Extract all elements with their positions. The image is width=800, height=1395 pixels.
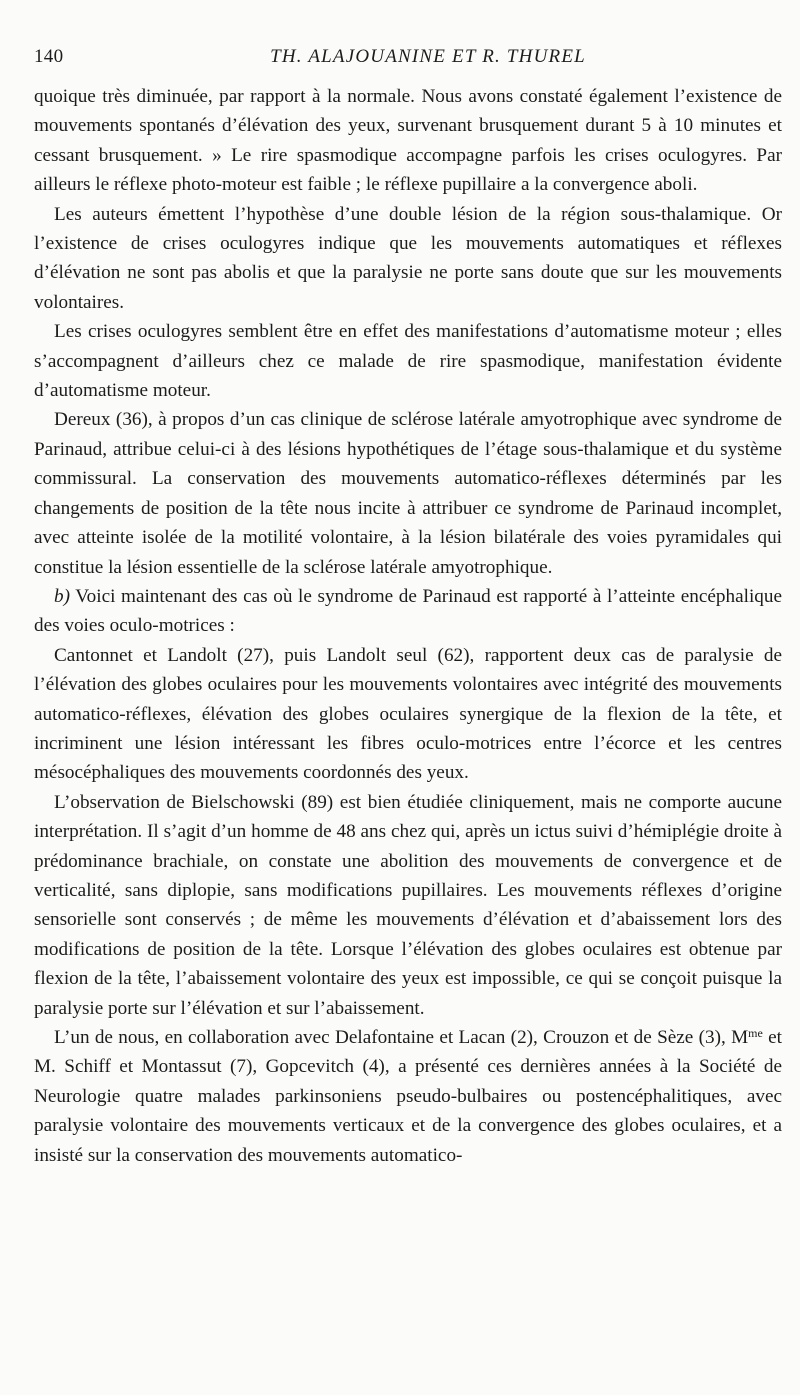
page-number: 140 (34, 46, 64, 67)
paragraph: Les auteurs émettent l’hypothèse d’une double lésion de la région sous-thalamique. Or l’existence de crises oculogyres indique que les mouvements automatiques et réflexes d’élévation ne sont pas abolis et que la paralysie ne porte sans doute que sur les mouvements volontaires. (34, 203, 782, 313)
section-b-paragraph (34, 582, 782, 641)
paragraph: quoique très diminuée, par rapport à la normale. Nous avons constaté également l’existence de mouvements spontanés d’élévation des yeux, survenant brusquement durant 5 à 10 minutes et cessant brusquement. » Le rire spasmodique accompagne parfois les crises oculogyres. Par ailleurs le réflexe photo-moteur est faible ; le réflexe pupillaire a la convergence aboli. (34, 86, 782, 196)
paragraph: Les crises oculogyres semblent être en effet des manifestations d’automatisme moteur ; elles s’accompagnent d’ailleurs chez ce malade de rire spasmodique, manifestation évidente d’automatisme moteur. (34, 321, 782, 402)
paragraph: Cantonnet et Landolt (27), puis Landolt seul (62), rapportent deux cas de paralysie de l’élévation des globes oculaires pour les mouvements volontaires avec intégrité des mouvements automatico-réflexes, élévation des globes oculaires synergique de la flexion de la tête, et incriminent une lésion intéressant les fibres oculo-motrices entre l’écorce et les centres mésocéphaliques des mouvements coordonnés des yeux. (34, 644, 782, 784)
last-paragraph (34, 1023, 782, 1170)
section-b-label: b) (54, 585, 70, 607)
body-text (34, 82, 782, 1170)
superscript-me: me (748, 1026, 763, 1040)
last-paragraph-start: L’un de nous, en collaboration avec Delafontaine et Lacan (2), Crouzon et de Sèze (3), M (54, 1027, 749, 1048)
paragraph: Dereux (36), à propos d’un cas clinique de sclérose latérale amyotrophique avec syndrome de Parinaud, attribue celui-ci à des lésions hypothétiques de l’étage sous-thalamique et du système commissural. La conservation des mouvements automatico-réflexes déterminés par les changements de position de la tête nous incite à attribuer ce syndrome de Parinaud incomplet, avec atteinte isolée de la motilité volontaire, à la lésion bilatérale des voies pyramidales qui constitue la lésion essentielle de la sclérose latérale amyotrophique. (34, 409, 782, 578)
last-paragraph-end: et M. Schiff et Montassut (7), Gopcevitch (4), a présenté ces dernières années à la Société de Neurologie quatre malades parkinsoniens pseudo-bulbaires ou postencéphalitiques, avec paralysie volontaire des mouvements verticaux et de la convergence des globes oculaires, et a insisté sur la conservation des mouvements automatico- (34, 1027, 782, 1166)
paragraph: L’observation de Bielschowski (89) est bien étudiée cliniquement, mais ne comporte aucune interprétation. Il s’agit d’un homme de 48 ans chez qui, après un ictus suivi d’hémiplégie droite à prédominance brachiale, on constate une abolition des mouvements de convergence et de verticalité, sans diplopie, sans modifications pupillaires. Les mouvements réflexes d’origine sensorielle sont conservés ; de même les mouvements d’élévation et d’abaissement lors des modifications de position de la tête. Lorsque l’élévation des globes oculaires est obtenue par flexion de la tête, l’abaissement volontaire des yeux est impossible, ce qui se conçoit puisque la paralysie porte sur l’élévation et sur l’abaissement. (34, 791, 782, 1019)
running-title: TH. ALAJOUANINE ET R. THUREL (270, 46, 586, 67)
running-head (34, 46, 782, 72)
section-b-text: Voici maintenant des cas où le syndrome de Parinaud est rapporté à l’atteinte encéphalique des voies oculo-motrices : (34, 585, 782, 637)
